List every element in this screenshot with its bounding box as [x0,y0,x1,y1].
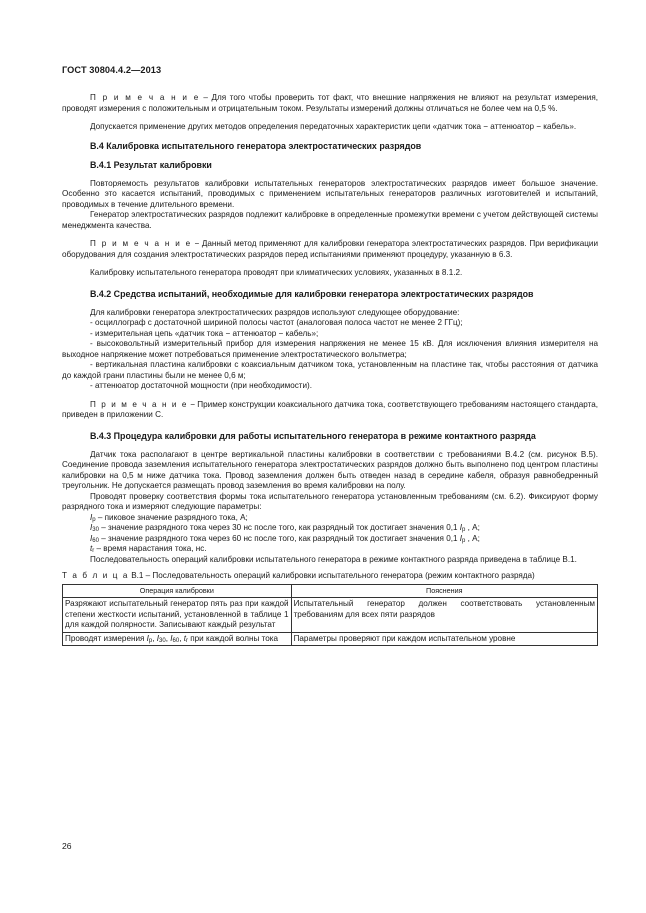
note-text: − Данный метод применяют для калибровки генератора электростатических разрядов. При верификации оборудования для создания электростатических разрядов перед испытаниями применяют процедуру, указанную в 6.3. [62,239,599,259]
section-b42-heading: В.4.2 Средства испытаний, необходимые для калибровки генератора электростатических разрядов [90,288,534,299]
table-header-row [63,584,598,598]
section-b43-heading: В.4.3 Процедура калибровки для работы испытательного генератора в режиме контактного разряда [90,430,536,441]
note-text: – Для того чтобы проверить тот факт, что внешние напряжения не влияют на результат измерения, проводят измерения с положительным и отрицательным током. Результаты измерений должны отличаться не более чем на 0,5 %. [62,93,598,113]
list-item: - осциллограф с достаточной шириной полосы частот (аналоговая полоса частот не менее 2 ГГц); [90,318,463,327]
document-body [62,93,598,646]
section-b41-heading: В.4.1 Результат калибровки [90,159,212,170]
list-item: - высоковольтный измерительный прибор для измерения напряжения не менее 15 кВ. Для исключения влияния измерителя на выходное напряжение может потребоваться применение электростатического вольтметра; [62,339,598,359]
paragraph-climatic-conditions: Калибровку испытательного генератора проводят при климатических условиях, указанных в 8.1.2. [90,268,463,277]
paragraph-repeatability: Повторяемость результатов калибровки испытательных генераторов электростатических разрядов имеет большое значение. Особенно это касается испытаний, проводимых с применением испытательных генераторов различных изготовителей и испытаний, проводимых в течение длительного времени. [62,178,598,209]
paragraph-equipment-intro: Для калибровки генератора электростатических разрядов используют следующее оборудование: [90,307,460,317]
paragraph-waveform-check: Проводят проверку соответствия формы тока испытательного генератора установленным требованиям (см. 6.2). Фиксируют форму разрядного тока и измеряют следующие параметры: [62,491,598,511]
list-item: - вертикальная пластина калибровки с коаксиальным датчиком тока, установленным на пластине так, чтобы расстояния от датчика до каждой грани пластины были не менее 0,6 м; [62,360,598,380]
table-cell: Испытательный генератор должен соответствовать установленным требованиям для всех пяти разрядов [291,598,597,633]
table-row [63,632,598,646]
note-label: П р и м е ч а н и е [90,93,200,102]
note-label: П р и м е ч а н и е [90,239,192,248]
param-tr: $t_r$ – время нарастания тока, нс. [90,544,207,554]
page-number: 26 [62,841,72,851]
paragraph-alt-methods: Допускается применение других методов определения передаточных характеристик цепи «датчик тока − аттенюатор − кабель». [90,122,577,131]
section-b4-heading: В.4 Калибровка испытательного генератора электростатических разрядов [90,140,422,151]
list-item: - измерительная цепь «датчик тока − аттенюатор − кабель»; [90,328,319,338]
paragraph-periodic-calibration: Генератор электростатических разрядов подлежит калибровке в определенные промежутки времени с учетом действующей системы менеджмента качества. [62,210,598,230]
note-measurement [62,93,598,114]
table-header-operation: Операция калибровки [63,584,292,598]
param-i30: $I_{30}$ – значение разрядного тока через 30 нс после того, как разрядный ток достигает значения 0,1 $I_p$ , А; [90,523,480,533]
table-cell: Разряжают испытательный генератор пять раз при каждой степени жесткости испытаний, установленной в таблице 1 для каждой полярности. Записывают каждый результат [63,598,292,633]
param-ip: $I_p$ – пиковое значение разрядного тока, А; [90,512,248,523]
table-caption [62,571,598,582]
calibration-table [62,584,598,647]
table-caption-label: Т а б л и ц а [62,571,129,580]
note-method [62,239,598,260]
table-caption-text: В.1 – Последовательность операций калибровки испытательного генератора (режим контактного разряда) [128,571,535,580]
table-header-notes: Пояснения [291,584,597,598]
document-header: ГОСТ 30804.4.2—2013 [62,65,162,75]
table-row [63,598,598,633]
paragraph-sensor-placement: Датчик тока располагают в центре вертикальной пластины калибровки в соответствии с требованиями В.4.2 (см. рисунок В.5). Соединение провода заземления испытательного генератора электростатических разрядов должно быть выполнено под центром пластины калибровки на 0,5 м ниже датчика тока. Провод заземления должен быть отведен назад в середине кабеля, образуя равнобедренный треугольник. Не допускается размещать провод заземления во время калибровки на полу. [62,449,598,490]
note-label: П р и м е ч а н и е [90,399,189,409]
note-current-sensor [62,400,598,421]
paragraph-table-ref: Последовательность операций калибровки испытательного генератора в режиме контактного разряда приведена в таблице В.1. [90,554,577,564]
note-text: − Пример конструкции коаксиального датчика тока, соответствующего требованиям настоящего стандарта, приведен в приложении С. [62,399,598,419]
param-i60: $I_{60}$ – значение разрядного тока через 60 нс после того, как разрядный ток достигает значения 0,1 $I_p$ , А; [90,533,480,544]
table-cell: Параметры проверяют при каждом испытательном уровне [291,632,597,646]
table-cell: Проводят измерения $I_p$, $I_{30}$, $I_{60}$, $t_r$ при каждой волны тока [63,632,292,646]
list-item: - аттенюатор достаточной мощности (при необходимости). [90,381,312,390]
